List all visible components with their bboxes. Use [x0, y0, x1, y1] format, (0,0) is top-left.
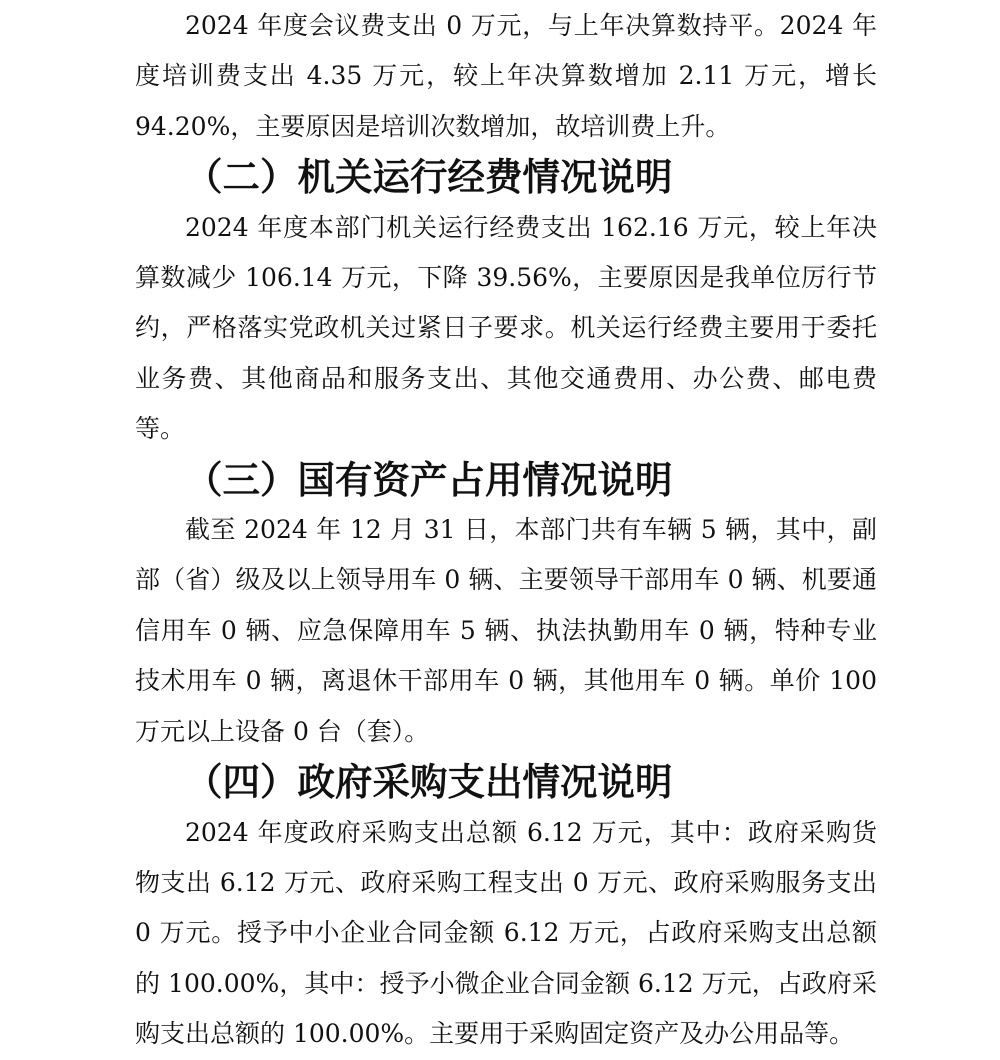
document-page — [135, 0, 877, 1060]
paragraph-state-assets: 截至 2024 年 12 月 31 日，本部门共有车辆 5 辆，其中，副部（省）级及以上领导用车 0 辆、主要领导干部用车 0 辆、机要通信用车 0 辆、应急保障用车 5 辆、执法执勤用车 0 辆，特种专业技术用车 0 辆，离退休干部用车 0 辆，其他用车 0 辆。单价 100 万元以上设备 0 台（套）。 — [135, 515, 877, 746]
heading-operating-expenses: （二）机关运行经费情况说明 — [185, 155, 673, 200]
heading-government-procurement: （四）政府采购支出情况说明 — [185, 760, 673, 805]
heading-state-assets: （三）国有资产占用情况说明 — [185, 457, 673, 502]
paragraph-operating-expenses: 2024 年度本部门机关运行经费支出 162.16 万元，较上年决算数减少 106.14 万元，下降 39.56%，主要原因是我单位厉行节约，严格落实党政机关过紧日子要求。机关运行经费主要用于委托业务费、其他商品和服务支出、其他交通费用、办公费、邮电费等。 — [135, 212, 877, 444]
paragraph-government-procurement: 2024 年度政府采购支出总额 6.12 万元，其中：政府采购货物支出 6.12 万元、政府采购工程支出 0 万元、政府采购服务支出 0 万元。授予中小企业合同金额 6.12 万元，占政府采购支出总额的 100.00%，其中：授予小微企业合同金额 6.12 万元，占政府采购支出总额的 100.00%。主要用于采购固定资产及办公用品等。 — [135, 817, 877, 1049]
paragraph-meeting-training-fees: 2024 年度会议费支出 0 万元，与上年决算数持平。2024 年度培训费支出 4.35 万元，较上年决算数增加 2.11 万元，增长 94.20%，主要原因是培训次数增加，故培训费上升。 — [135, 11, 877, 141]
